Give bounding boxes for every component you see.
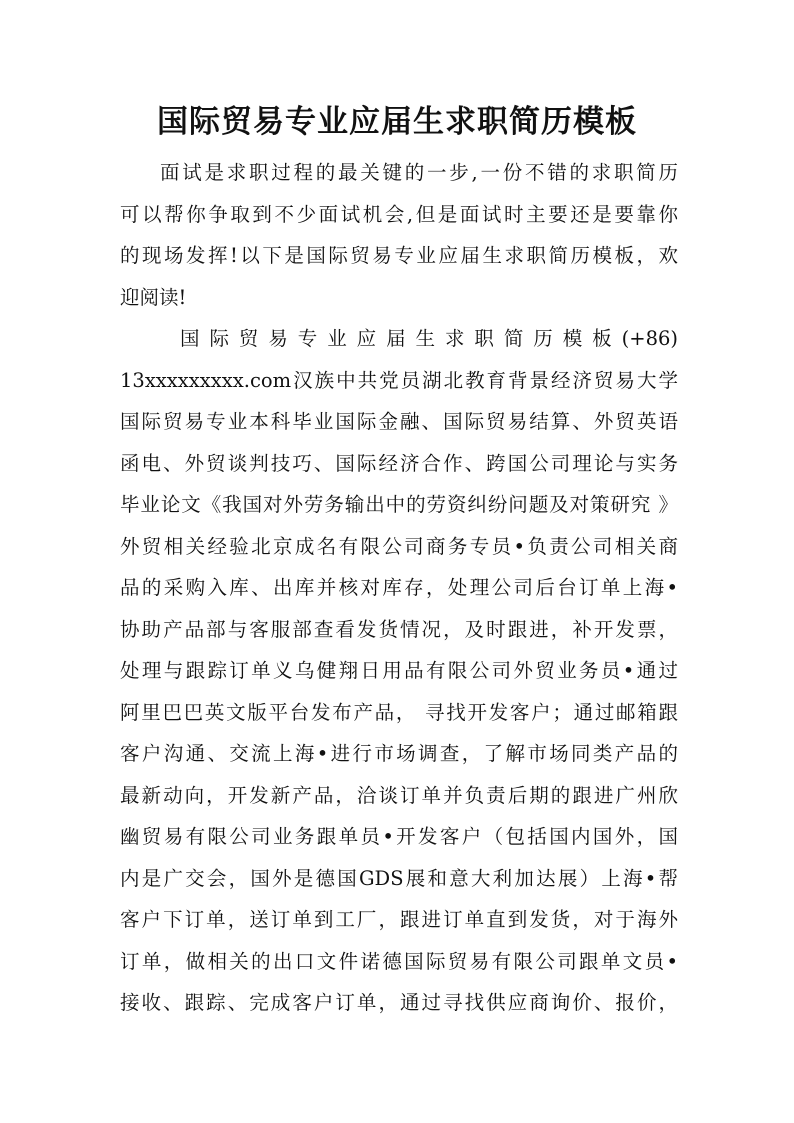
paragraph-line: 函电、外贸谈判技巧、国际经济合作、跨国公司理论与实务 <box>120 451 678 475</box>
paragraph-line: 的现场发挥!以下是国际贸易专业应届生求职简历模板，欢 <box>120 244 678 267</box>
paragraph-line: 品的采购入库、出库并核对库存，处理公司后台订单上海• <box>120 576 678 599</box>
paragraph-line: 最新动向，开发新产品，洽谈订单并负责后期的跟进广州欣 <box>120 783 678 807</box>
paragraph-line: 内是广交会，国外是德国GDS展和意大利加达展）上海•帮 <box>120 866 678 890</box>
paragraph-line: 13xxxxxxxxx.com汉族中共党员湖北教育背景经济贸易大学 <box>120 368 678 392</box>
paragraph-line: 客户沟通、交流上海•进行市场调查，了解市场同类产品的 <box>120 742 678 765</box>
paragraph-line: 国际贸易专业本科毕业国际金融、国际贸易结算、外贸英语 <box>120 410 678 433</box>
document-body <box>120 152 678 1024</box>
paragraph-line: 处理与跟踪订单义乌健翔日用品有限公司外贸业务员•通过 <box>120 659 678 682</box>
paragraph-line: 接收、跟踪、完成客户订单，通过寻找供应商询价、报价， <box>120 991 678 1014</box>
paragraph-line: 客户下订单，送订单到工厂，跟进订单直到发货，对于海外 <box>120 908 678 931</box>
paragraph-line: 外贸相关经验北京成名有限公司商务专员•负责公司相关商 <box>120 534 678 558</box>
paragraph-line: 可以帮你争取到不少面试机会,但是面试时主要还是要靠你 <box>120 202 678 226</box>
paragraph-line: 幽贸易有限公司业务跟单员•开发客户（包括国内国外，国 <box>120 825 678 848</box>
paragraph-line: 毕业论文《我国对外劳务输出中的劳资纠纷问题及对策研究 》 <box>120 493 678 516</box>
paragraph-line: 协助产品部与客服部查看发货情况，及时跟进，补开发票， <box>120 617 678 641</box>
paragraph-line: 迎阅读! <box>120 285 187 309</box>
paragraph-line: 阿里巴巴英文版平台发布产品， 寻找开发客户；通过邮箱跟 <box>120 700 678 724</box>
paragraph-line: 面试是求职过程的最关键的一步,一份不错的求职简历 <box>160 161 678 184</box>
paragraph-line: 订单，做相关的出口文件诺德国际贸易有限公司跟单文员• <box>120 949 678 973</box>
page-title: 国际贸易专业应届生求职简历模板 <box>157 104 637 140</box>
paragraph-line: 国际贸易专业应届生求职简历模板(+86) <box>180 327 678 350</box>
